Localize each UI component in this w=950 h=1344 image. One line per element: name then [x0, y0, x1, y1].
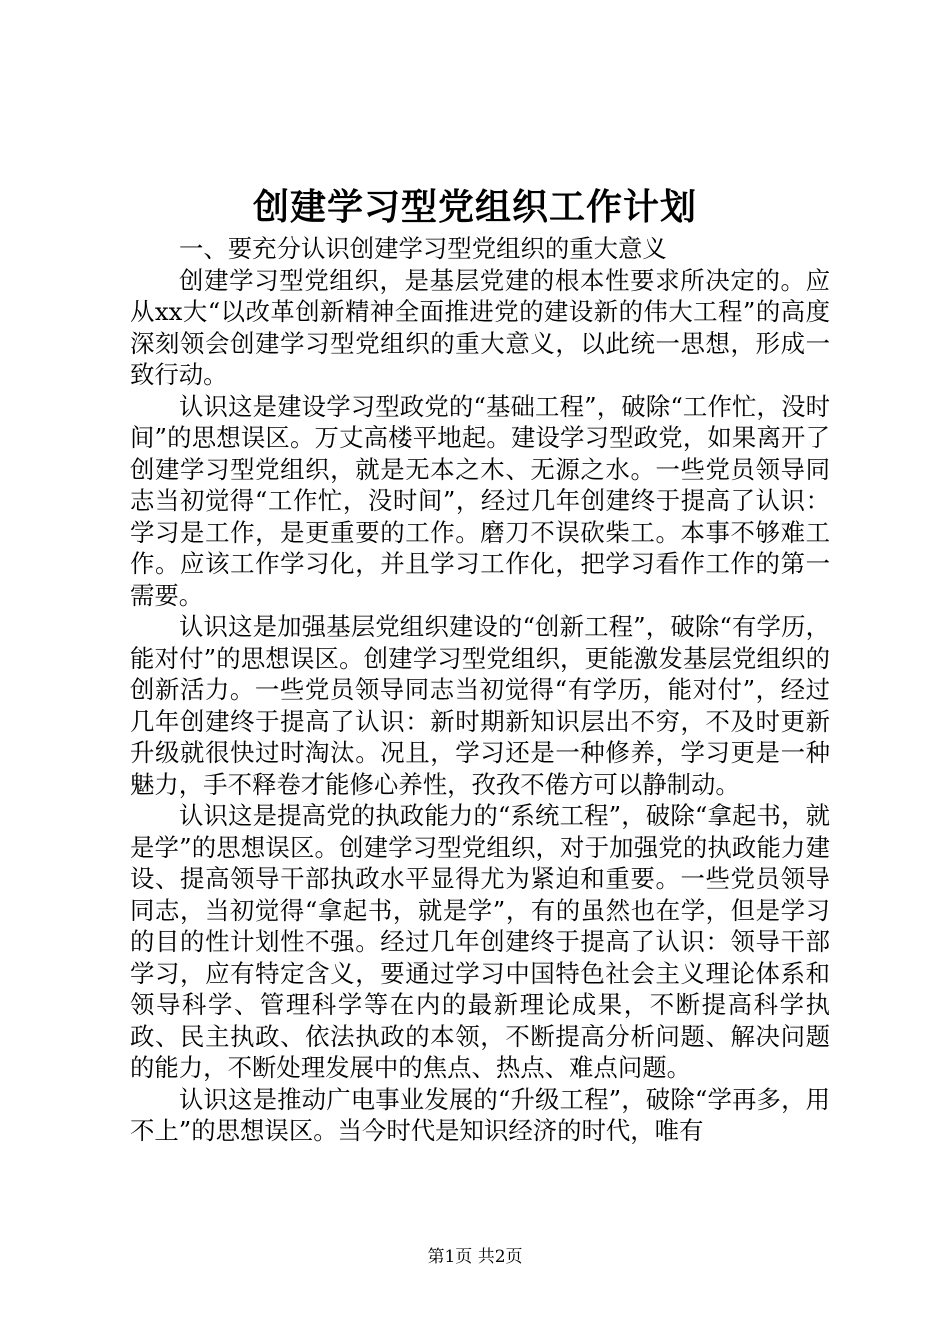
document-title: 创建学习型党组织工作计划 [252, 186, 697, 228]
paragraph: 认识这是推动广电事业发展的“升级工程”，破除“学再多，用不上”的思想误区。当今时代是知识经济的时代，唯有 [130, 1084, 830, 1145]
paragraph: 认识这是建设学习型政党的“基础工程”，破除“工作忙，没时间”的思想误区。万丈高楼平地起。建设学习型政党，如果离开了创建学习型党组织，就是无本之木、无源之水。一些党员领导同志当初觉得“工作忙，没时间”，经过几年创建终于提高了认识：学习是工作，是更重要的工作。磨刀不误砍柴工。本事不够难工作。应该工作学习化，并且学习工作化，把学习看作工作的第一需要。 [130, 391, 830, 610]
paragraph: 创建学习型党组织，是基层党建的根本性要求所决定的。应从xx大“以改革创新精神全面推进党的建设新的伟大工程”的高度深刻领会创建学习型党组织的重大意义，以此统一思想，形成一致行动。 [130, 265, 830, 389]
paragraph: 认识这是加强基层党组织建设的“创新工程”，破除“有学历，能对付”的思想误区。创建学习型党组织，更能激发基层党组织的创新活力。一些党员领导同志当初觉得“有学历，能对付”，经过几年创建终于提高了认识：新时期新知识层出不穷，不及时更新升级就很快过时淘汰。况且，学习还是一种修养，学习更是一种魅力，手不释卷才能修心养性，孜孜不倦方可以静制动。 [130, 612, 830, 799]
page-footer: 第1页 共2页 [427, 1247, 523, 1267]
paragraph: 认识这是提高党的执政能力的“系统工程”，破除“拿起书，就是学”的思想误区。创建学习型党组织，对于加强党的执政能力建设、提高领导干部执政水平显得尤为紧迫和重要。一些党员领导同志，当初觉得“拿起书，就是学”，有的虽然也在学，但是学习的目的性计划性不强。经过几年创建终于提高了认识：领导干部学习，应有特定含义，要通过学习中国特色社会主义理论体系和领导科学、管理科学等在内的最新理论成果，不断提高科学执政、民主执政、依法执政的本领，不断提高分析问题、解决问题的能力，不断处理发展中的焦点、热点、难点问题。 [130, 801, 830, 1082]
document-body [130, 233, 830, 1147]
section-heading: 一、要充分认识创建学习型党组织的重大意义 [179, 234, 667, 263]
